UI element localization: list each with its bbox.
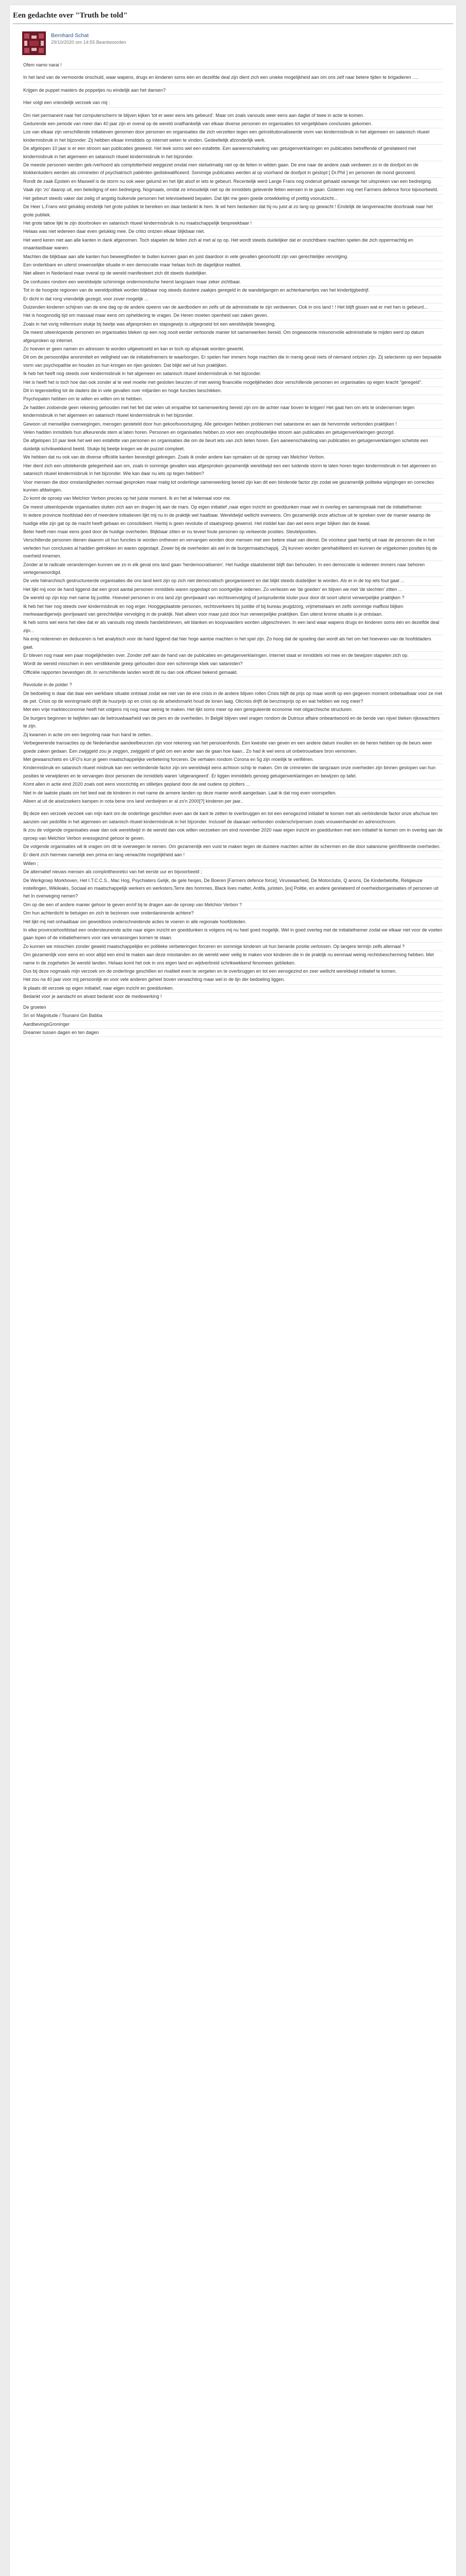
comment-paragraph: Het lijkt mij voor de hand liggend dat een groot aantal personen inmiddels waren opgestapt om soortgelijke redenen. Zo verliezen we 'de goeden' en blijven we met 'de slechten' zitten ...: [23, 586, 443, 594]
comment-paragraph: Het gebeurt steeds vaker dat zielig of angstig bulkende personen het televisiebeeld bepalen. Dat lijkt me geen goede ontwikkeling of prettig vooruitzicht...: [23, 195, 443, 203]
comment-paragraph: Beter heeft men maar eens goed door de huidige overheden. Blijkbaar zitten er nu teveel foute personen op verkeerde posities. Sleutelposities.: [23, 528, 443, 536]
comment-paragraph: Psychopaten hebben om te willen en willen om te hebben.: [23, 395, 443, 403]
comment-header: [10, 31, 456, 58]
comment-paragraph: Er bleven nog maar een paar mogelijkheden over. Zonder zelf aan de hand van de publicaties en getuigenverklaringen. Internet staat er inmiddels vol mee en de bewijzen stapelen zich op.: [23, 652, 443, 660]
comment-paragraph: Zij kwamen in actie om een begroting naar hun hand te zetten..: [23, 731, 443, 739]
comment-paragraph: De volgende organisaties wil ik vragen om dit te overwegen te nemen. Om gezamenlijk een vuist te maken tegen de duistere machten achter de schermen en die door satanisme geïnfiltreerde overheden.: [23, 843, 443, 851]
comment-paragraph: De Heer L.Frans wist gelukkig eindelijk het grote publiek te bereiken en daar bedankt ik hem. Ik wil hem bedanken dat hij nu juist al zo lang op gewacht ! Eindelijk de langverwachte doorbraak naar het grote publiek.: [23, 203, 443, 219]
comment-paragraph: Ik heb het heeft nog steeds over kindermisbruik in het algemeen en satanisch ritueel kindermisbruik in het bijzonder.: [23, 370, 443, 378]
comment-paragraph: De meest uiteenlopende personen en organisaties bleken op een nog nooit eerder vertoonde manier tot samenwerken bereid. Om ongewoonte misvoorvolle administratie te mijden werd op datum afgesproken op internet.: [23, 329, 443, 345]
comment-paragraph: Niet in de laatste plaats om het leed wat de kinderen in met name de armere landen op deze manier wordt aangedaan. Laat ik dat nog even voorspellen.: [23, 789, 443, 798]
comment-paragraph: Om niet permanent naar het computerscherm te blijven kijken 'tot er weer eens iets gebeurd'. Maar om zoals vanouds weer eens aan daglei of twee in actie te komen.: [23, 112, 443, 120]
comment-paragraph: Dit in tegenstelling tot de daders die in vele gevallen over miljarden en hoge functies beschikken.: [23, 387, 443, 395]
comment-paragraph: Een onderkbare en uiterst onwenselijke situatie in een democratie maar helaas toch de dagelijkse realiteit.: [23, 261, 443, 269]
comment-paragraph: Machten die blijkbaar aan alle kanten hun beweegtheden te buiten kunnen gaan en juist daardoor in vele gevallen geoorloofd zijn van gerechtelijke vervolging.: [23, 253, 443, 261]
comment-paragraph: Zo kunnen we misschien zonder geweld maatschappelijke en politieke verbeteringen forceren en sommige kinderen uit hun benarde positie verlossen. Op langere termijn zelfs allemaal ?: [23, 943, 443, 951]
comment-paragraph: Na enig rederenen en deduceren is het analytisch voor de hand liggend dat hier hoge aantoe machten in het spel zijn. Zo hoog dat de spoeling dan wordt als het om het hoeveren van de hoofddaders gaat.: [23, 635, 443, 652]
comment-paragraph: In iedere provincie hoofdstad één of meerdere initiatieven lijkt mij nu in de praktijk wel haalbaar. Wereldwijd wellicht eveneens. Om gezamenlijk onze afschuw uit te spreken over de manier waarop de huidige elite zijn gat op de macht heeft gebaan en consolideert. Hierbij is geen revolutie of staatsgreep gewenst. Het middel kan dan wel eens erger blijken dan de kwaal.: [23, 512, 443, 528]
author-name[interactable]: Bernhard Schat: [51, 32, 89, 39]
comment-paragraph: Bij deze een verzoek verzoek van mijn kant om de onderlinge geschillen even aan de kant te zetten te overbruggen en tot een eensgezind initiatief te komen met als verbindende factor onze afschuw ten aanzien van pedofilie in het algemeen en satanisch ritueel kindermisbruik in het bijzonder. Inclusief de daaraan verbonden onderschrijvensen zoals vrouwenhandel en adrenochroom.: [23, 810, 443, 826]
comment-paragraph: Rondt de zaak Epstein en Maxwell is de storm nu ook weer gelumd en het lijkt alsof er iets te gebeurt. Recentelijk werd Lange Frans nog onderuit gehaald vanwege het uitspreken van een bedreiging.: [23, 178, 443, 186]
comment-paragraph: Om gezamenlijk voor eens en voor altijd een eind te maken aan deze misstanden en de wereld weer veilig te maken voor kinderen die in de praktijk nu eenmaal weinig rechtsbescherming hebben. Met name in de zogeheten 3e wereld landen. Helaas komt het ook in ons eigen land en wijdverbreid schrikwekkend fenomeen geblieken.: [23, 951, 443, 968]
title-divider: [13, 23, 453, 24]
comment-paragraph: Er dicht in dat rong vriendelijk gezegd, voor zover mogelijk ...: [23, 295, 443, 303]
comment-paragraph: De meeste personen werden gek-/verhoord als complotterheid weggezet omdat men stelselmatig niet op de feiten in wilden gaan. De ene naar de andere zaak verdween zo in de doofpot en de klokkenluiders werden als criminelen of psychiatrisch patiënten gediskwalificeerd. Sommige publicaties werden al op voorhand de doofpot in gestopt [ Dr.Phil ] en personen de mond gesnoerd.: [23, 161, 443, 178]
comment-paragraph: De vele hiërarchisch gestructureerde organisaties die ons land kent zijn op zich niet democratisch georganiseerd en dat blijkt steeds duidelijker te worden. Als er in de top iets fout gaat ...: [23, 577, 443, 585]
comment-paragraph: Gedurende een periode van meer dan 40 jaar zijn er overal op de wereld onafhankelijk van elkaar diverse personen en organisaties tot vergelijkbare conclusies gekomen.: [23, 120, 443, 128]
comment-paragraph: Om op die een of andere manier gehoor te geven en/of bij te dragen aan de oproep van Melchior Verbon ?: [23, 901, 443, 909]
comment-paragraph: Dus bij deze nogmaals mijn verzoek om de onderlinge geschillen en rivaliteit even te vergeten en te overbruggen en tot een eensgezind en zeer wellicht wereldwijd initiatief te komen.: [23, 968, 443, 976]
comment-paragraph: De meest uiteenlopende organisaties sluiten zich aan en dragen bij aan de mars. Op eigen initiatief ,naar eigen inzicht en goeddunken maar wel in overleg en samenspraak met de initiatiefnemer.: [23, 503, 443, 512]
comment-paragraph: Duizenden kinderen schijnen van de ene dag op de andere opeens van de aardbodem en zelfs uit de administratie te zijn verdwenen. Ook in ons land ! ! Het blijft gissen wat er met hen is gebeurd...: [23, 303, 443, 312]
comment-paragraph: Los van elkaar zijn verschillende initiatieven genomen door personen en organisaties die zich verzetten tegen een geïnstitutionaliseerde vorm van kindermisbruik in het algemeen en satanisch ritueel kindermisbruik in het bijzonder. Zij hebben elkaar inmiddels op internet weten te vinden. Gedeeltelijk afzonderlijk werk.: [23, 128, 443, 145]
comments-section: [9, 5, 457, 2576]
comment-paragraph: Verbegeerende transacties op de Nederlandse aandeelbeurzen zijn voor rekening van het pensioenfonds. Een kwestie van geven en een andere datum invullen en de heren hebben op de beurs weer goede zaken gedaan. Een zwijggeld zou je zeggen, zwijggeld of geld om een ander aan de gaan hoe kaan.. Zo had ik wel eens uit onbetrouwbare bron vernomen.: [23, 739, 443, 756]
signature-line: De groeten: [23, 1004, 443, 1012]
comment-paragraph: Dit om de persoonlijke anonimiteit en veiligheid van de initiatiefnemers te waarborgen. Er spelen hier immers hoge machten die in menig geval niets of niemand ontzien zijn. Zij selecteren op een bepaalde vorm van psychopathie en houden zo hun kringen en rijen gesloten. Dat blijkt wel uit hun praktijken.: [23, 353, 443, 370]
comment-paragraph: In elke provinciehoofdstad een ondersteunende actie naar eigen inzicht en goeddunken is volgens mij nu heel goed mogelijk. Wel in goed overleg met de initiatiefnemer zodat we elkaar niet voor de voeten gaan lopen of de initiatiefnemers voor rare verrassingen komen te staan.: [23, 926, 443, 943]
comment-paragraph: De afgelopen 10 jaar is er een stroom aan publicaties geweest. Het leek soms wel een estafette. Een aaneenschakeling van getuigenverklaringen en publicaties betreffende of gerelateerd met kindermisbruik in het algemeen en satanisch ritueel kindermisbruik in het bijzonder.: [23, 145, 443, 161]
signature-line: AardbevingsGroninger: [23, 1021, 443, 1029]
comment-paragraph: De Werkgroep Morkhoven, Het I.T.C.C.S., Mac Hog, Psychiaters Gelijk, de gele hesjes, De Boeren [Farmers defence force], Viruswaarheid, De Motorclubs, Q anons, De Kinderbelofte, Religieuze instellingen, Wikileaks, Sociaal en maatschappelijk werkers en werksters,Terre des hommes, Black lives matter, Antifa, juristen, [ex] Politie, en andere gerelateerd of overheidsorganisaties of personen uit het In overweging nemen?: [23, 877, 443, 901]
comment-paragraph: Hier dient zich een uitstekende gelegenheid aan om, zoals in sommige gevallen was afgesproken gezamenlijk wereldwijd een een luidende storm te laten horen tegen kindermisbruik in het algemeen en satanisch ritueel kindermisbruik in het bijzonder. Wie kan daar nu iets op tegen hebben?: [23, 462, 443, 479]
comment-paragraph: Helaas was niet iedereen daar even gelukkig mee. De critici ontzien elkaar blijkbaar niet.: [23, 228, 443, 236]
comment-paragraph: Ik zou de volgende organisaties waar dan ook wereldwijd in de wereld dan ook willen verzoeken om eind november 2020 naar eigen inzicht en goeddunken met een initiatief te komen om in overleg aan de oproep van Melchior Verbon enessgezind gehoor te geven.: [23, 826, 443, 843]
comment-paragraph: Zonder al te radicale veranderingen kunnen we zo in elk geval ons land gaan 'herdemocratiseren'. Het huidige staatsbestel blijft dan behouden. In een democratie is iedereen immers naar behoren vertegenwoordigd.: [23, 561, 443, 578]
comment-paragraph: Het is hoogsnodig tijd om massaal maar eens om opheldering te vragen. De Heren moeten openheid van zaken geven.: [23, 312, 443, 320]
avatar[interactable]: [22, 31, 46, 55]
comment-paragraph: Ik heb het hier nog steeds over kindermisbruik en nog erger. Hooggeplaatste personen, rechtsverkeers bij justitie of bij bureau jeugdzorg, vrijmetselaars en zelfs sommige maffiosi blijken merkwaardigerwijs gevrijwaard van gerechtelijke vervolging in de praktijk. Niet alleen voor maar juist door hun verwerpelijke praktijken. Een uiterst krome situatie is je ontstaan.: [23, 603, 443, 619]
comment-paragraph: De wereld op zijn kop met name bij justitie. Hoeveel personen in ons land zijn gevrijwaard van rechtsvervolging of jurisprudentie louter puur door dit soort uiterst verwerpelijke praktijken ?: [23, 594, 443, 602]
comment-paragraph: Wordt de wereld misschien in een verstikkende greep gehouden door een schimmige kliek van satanisten?: [23, 660, 443, 668]
comment-meta: [51, 31, 126, 46]
signature-line: Dreamer tussen dagen en ten dagen: [23, 1029, 443, 1037]
comment-paragraph: Het is heeft het is toch hoe dan ook zonder al te veel moeite met gesloten beurzen of met weinig financiële mogelijkheden door verschillende personen en organisaties op eigen kracht "geregeld".: [23, 379, 443, 387]
comment-paragraph: Zoals in het vorig millennium stukje bij beetje was afgesproken en stapsgewijs is uitgegroeid tot een wereldwijde beweging.: [23, 320, 443, 329]
comment-paragraph: Het werd keren niet aan alle kanten in dank afgenomen. Toch stapelen de feiten zich al met al op op. Het wordt steeds duidelijker dat er onzichtbare machten spelen die zich oppermachtig en onaantastbaar wanen.: [23, 236, 443, 253]
comment-paragraph: Zo hoeven er geen namen en adressen te worden uitgewisseld en kan er toch op afspraak worden gewerkt.: [23, 345, 443, 353]
comment-paragraph: Bedankt voor je aandacht en alvast bedankt voor de medewerking !: [23, 993, 443, 1001]
comment-paragraph: Tot in de hoogste regionen van de wereldpolitiek worden blijkbaar nog steeds duistere zaakjes geregeld in de wandelgangen en achterkamertjes van het kindertijgbedrijf.: [23, 286, 443, 295]
comment-paragraph: Kindermisbruik en satanisch ritueel misbruik kan een verbindende factor zijn om wereldwijd eens achtoon schip te maken. Om de criminelen die langzaam onze overheden zijn binnen geslopen van hun posities te verwijderen en te vervangen door personen die inmiddels waren 'uitgerangeerd'. Er liggen immiddels genoeg getuigenverklaringen en bewijzen op tafel.: [23, 764, 443, 781]
comment-paragraph: Niet alleen in Nederland maar overal op de wereld manifesteert zich dit steeds duidelijker.: [23, 269, 443, 278]
comment-paragraph: Ofem namo narai !: [23, 61, 443, 70]
comment-paragraph: Gewoon uit menselijke overwegingen, mensgen gesteteld door hun gekoofsvoortuiging. Alle gelovigen hebben problemen met satanisme en aan de hervormde verbonden praktijken !: [23, 420, 443, 429]
comment-paragraph: Ik heb soms wel eens het idee dat er als vanouds nog steeds handelsbrieven, wit blanken en koopvaarders worden uitgeschreven. In een land waar wapens drugs en kinderen soms één en dezelfde deal zijn...: [23, 619, 443, 635]
comment-body: [10, 58, 456, 1002]
comment-paragraph: De bedoeling is daar dat daar een werkbare situatie ontstaat zodat we niet van de ene crisis in de andere blijven rollen Crisis blijft de prijs op maar wordt op een gegeven moment onbetaalbaar voor ze met de pet. Crisis op de woningmarkt drijft de huurprijs op en crisis op de arbeidsmarkt houd de lonen laag. Olicrisis drijft de benzineprijs op en wat hebben we nog meer?: [23, 690, 443, 706]
comment-paragraph: Het lijkt mij niet onhaalbaar om gewoldloos onderschneidende acties te voeren in alle regionale hoofdsteden.: [23, 918, 443, 926]
comments-title: Een gedachte over "Truth be told": [13, 11, 128, 20]
comment-paragraph: Zo komt de oproep van Melchior Verbon precies op het juiste moment. Ik en het al helemaal voor me.: [23, 495, 443, 503]
comment-paragraph: Met gewaarschiets en UFO's kun je geen maatschappelijke verbetering forceren. De verhalen rondom Corona en 5g zijn moeilijk te verifiëren.: [23, 756, 443, 764]
comment-paragraph: De confusies rondom een wereldwijde schimmige ondermondsche heerst langzaam maar zeker zichtbaar.: [23, 278, 443, 286]
comment-paragraph: Om hun achterdicht te betuigen en zich te bezinnen over onderdaninende achtere?: [23, 909, 443, 918]
avatar-pattern-icon: [22, 31, 46, 55]
comment-paragraph: Er dient zich hiermee namelijk een prima en lang verwachte mogelijkheid aan !: [23, 851, 443, 859]
comment-paragraph: Ze hadden zodoende geen rekening gehouden met het feit dat velen uit empathie tot samenwerking bereid zijn om de achter naar boven te krijgen! Het gaat hen om iets te ondernemen tegen kindermisbruik in het algemeen en satanisch ritueel kindermisbruik in het bijzonder.: [23, 404, 443, 420]
comment-paragraph: Komt allen in actie eind 2020 zoals ooit eens voorzichtig en stilletjes gepland door de wat oudere op plotters ...: [23, 781, 443, 789]
comment-paragraph: Revolutie in de polder ?: [23, 681, 443, 689]
comment-paragraph: De alternatief nieuws mensen als complottheoretici van het eerste uur en bijvoorbeeld ;: [23, 868, 443, 876]
comment-paragraph: Het grote taboe lijkt te zijn doorbroken en satanisch ritueel kindermisbruik is nu maatschappelijk bespreekbaar !: [23, 219, 443, 228]
comment-paragraph: In het land van de vermoorde onschuld, waar wapens, drugs en kinderen soms één en dezelfde deal zijn dient zich een unieke mogelijkheid aan om ons zelf naar betere tijden te brigadieren ….: [23, 74, 443, 82]
comment-paragraph: Verschillende personen dienen daarom uit hun functies te worden ontheven en vervangen worden door mensen met een betere staat van dienst. De voorkeur gaat hierbij uit naar de personen die in het verleden hun conclusies al hadden getrokken en waren opgestapt. Zower bij de overheden als wel in de burgermaatschappij. ;Zij kunnen worden gerehabiliteerd en kunnen de vrijgekomen posities bij de overheid innemen.: [23, 536, 443, 561]
comment-date[interactable]: 29/10/2020 om 14:55 Beantwoorden: [51, 40, 126, 45]
comment-paragraph: Ik plaats dit verzoek op eigen initiatief, naar eigen inzicht en goeddunken.: [23, 985, 443, 993]
signature-line: Sri sri Magnitude / Tsunami Gin Babba: [23, 1012, 443, 1020]
comment-paragraph: Velen hadden inmiddels hun afkeurende stem al laten horen. Personen en organisaties hebben zo voor een onophoudelijke stroom aan publicaties en getuigenverklaringen gezorgd.: [23, 429, 443, 437]
comment-signature: [10, 1002, 456, 1038]
comment-paragraph: Met een vrije marktecconomie heeft het volgens mij nog maar weinig te maken. Het lijkt soms meer op een gereguleerde economie met oligarchische structuren.: [23, 706, 443, 714]
comment-paragraph: De afgelopen 10 jaar leek het wel een estafette van personen en organisaties die om de beurt iets van zich lieten horen. Een aaneenschakeling van publicaties en getuigenverklaringen schetste een duidelijk schrikwekkend beeld. Stukje bij beetje kregen we de puzzel compleet.: [23, 437, 443, 453]
comment-paragraph: Willen ;: [23, 860, 443, 868]
comment-paragraph: De burgers beginnen te twijfelen aan de betrouwbaarheid van de pers en de overheden. In België blijven veel vragen rondom de Dutroux affaire onbeantwoord en de bende van nijvel bleken rijkswachters te zijn.: [23, 715, 443, 731]
comment-paragraph: Vaak zijn 'zo' daarop uit, een beledigng of een bedreiging. Nogmaals, omdat ze inhoudelijk niet op de inmiddels geleverde feiten wensen in te gaan. Gisteren nog met Farmers defence force bijvoorbeeld.: [23, 186, 443, 194]
comment-paragraph: Het zou na 40 jaar voor mij persoonlijk en voor vele anderen geheel boven verwachting maar wel in de lijn der bedoeling liggen.: [23, 976, 443, 984]
comment-paragraph: We hebben dat nu ook van de diverse officiële kanten bevestigd gekregen. Zoals ik onder andere kan opmaken uit de oproep van Melchior Verbon.: [23, 453, 443, 462]
comment-paragraph: Voor mensen die door omstandigheden normaal gesproken maar matig tot onderlinge samenwerking bereid zijn kan dit een bindende factor zijn zodat we gezamenlijk politieke wijzigingen en correcties kunnen afdwingen.: [23, 479, 443, 495]
comment-paragraph: Krijgen de puppet masters de poppetjes nu eindelijk aan het dansen?: [23, 87, 443, 95]
comment-paragraph: Hier volgt een vriendelijk verzoek van mij :: [23, 99, 443, 107]
comment-paragraph: Officiële rapporten bevestigen dit. In verschillende landen wordt dit nu dan ook officieel bekend gemaakt.: [23, 669, 443, 677]
comment-paragraph: Alleen al uit de aiselzoekers kampen in nota bene ons land verdwijnen er al zo'n 2000[?] kinderen per jaar..: [23, 798, 443, 806]
